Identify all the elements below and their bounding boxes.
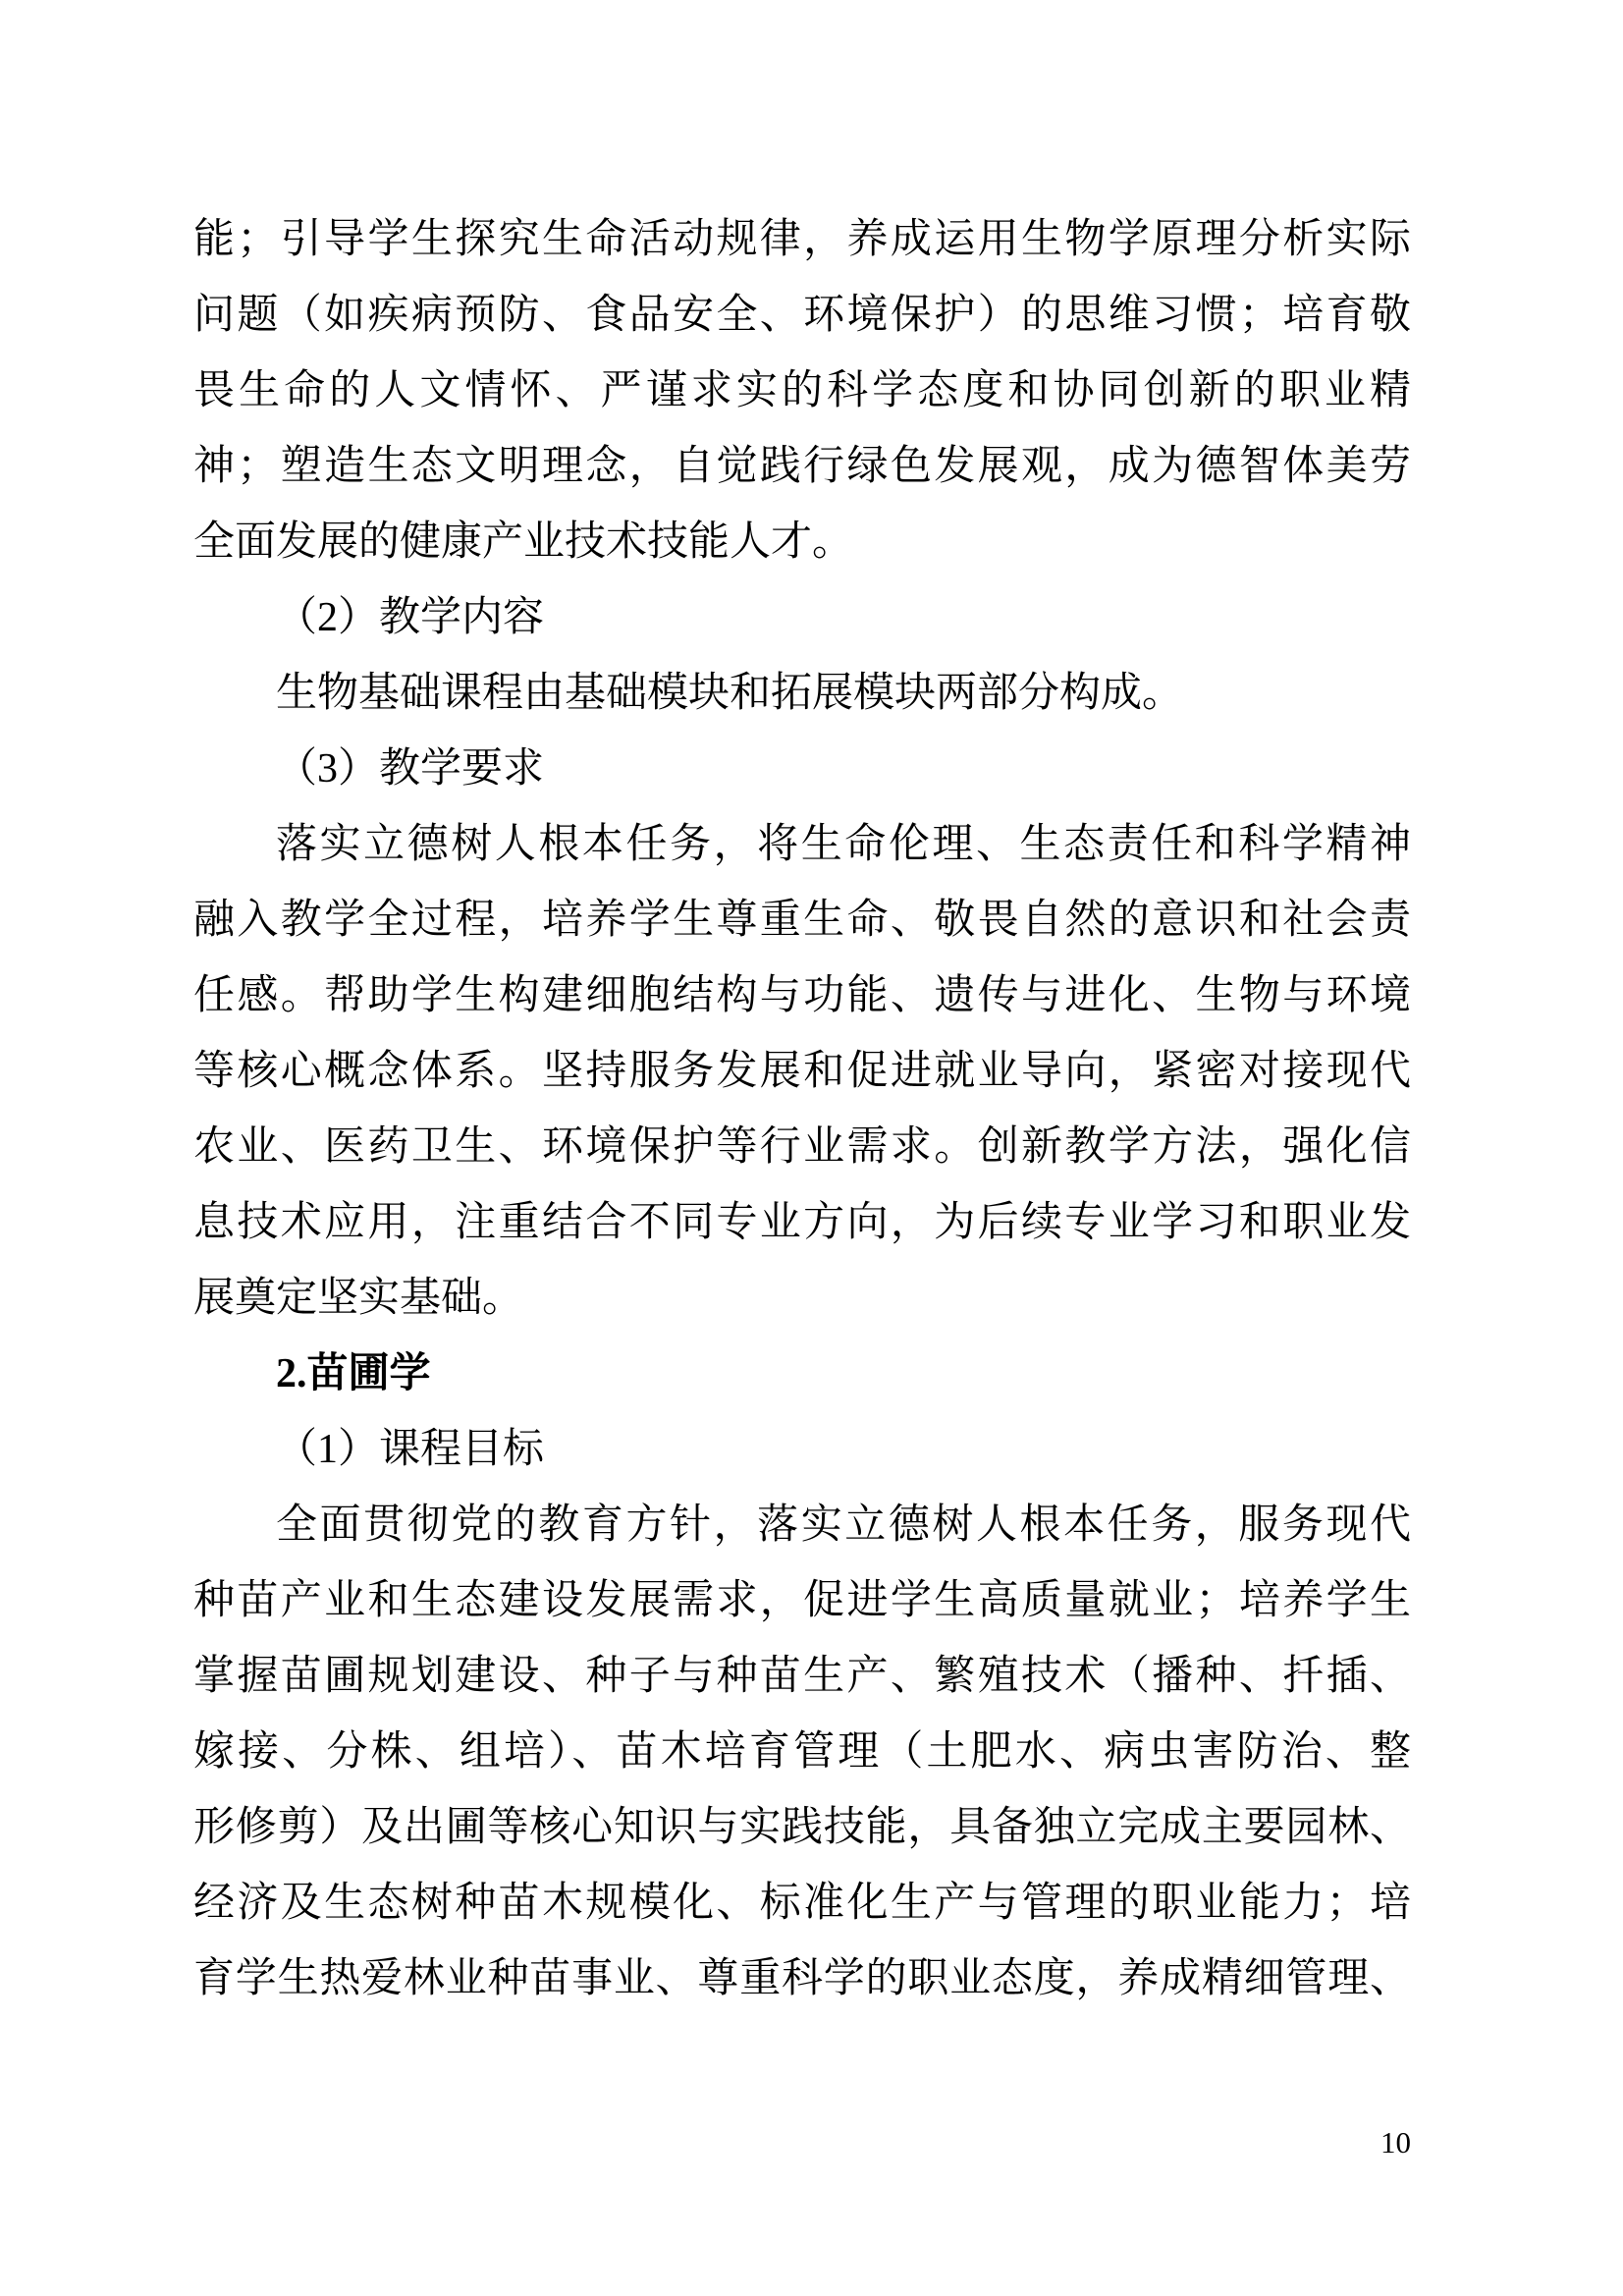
text-line: 生物基础课程由基础模块和拓展模块两部分构成。: [276, 671, 1184, 716]
text-line: 神；塑造生态文明理念，自觉践行绿色发展观，成为德智体美劳: [193, 444, 1411, 489]
text-line: 嫁接、分株、组培）、苗木培育管理（土肥水、病虫害防治、整: [193, 1729, 1411, 1775]
text-line: 能；引导学生探究生命活动规律，养成运用生物学原理分析实际: [193, 217, 1411, 262]
text-line: 落实立德树人根本任务，将生命伦理、生态责任和科学精神: [276, 822, 1411, 867]
text-line: 全面贯彻党的教育方针，落实立德树人根本任务，服务现代: [276, 1503, 1411, 1548]
text-line: 掌握苗圃规划建设、种子与种苗生产、繁殖技术（播种、扦插、: [193, 1654, 1411, 1699]
text-line: 育学生热爱林业种苗事业、尊重科学的职业态度，养成精细管理、: [193, 1956, 1411, 2001]
text-line: 种苗产业和生态建设发展需求，促进学生高质量就业；培养学生: [193, 1578, 1411, 1623]
text-content: [193, 202, 1411, 2017]
text-line: 等核心概念体系。坚持服务发展和促进就业导向，紧密对接现代: [193, 1049, 1411, 1094]
section-label-2-teaching-content: （2）教学内容: [276, 595, 545, 640]
text-line: 经济及生态树种苗木规模化、标准化生产与管理的职业能力；培: [193, 1881, 1411, 1926]
text-line: 问题（如疾病预防、食品安全、环境保护）的思维习惯；培育敬: [193, 293, 1411, 338]
text-line: 全面发展的健康产业技术技能人才。: [193, 519, 854, 565]
text-line: 息技术应用，注重结合不同专业方向，为后续专业学习和职业发: [193, 1200, 1411, 1245]
section-label-3-teaching-requirements: （3）教学要求: [276, 746, 545, 792]
text-line: 畏生命的人文情怀、严谨求实的科学态度和协同创新的职业精: [193, 368, 1411, 413]
section-label-1-course-goals: （1）课程目标: [276, 1427, 545, 1472]
text-line: 农业、医药卫生、环境保护等行业需求。创新教学方法，强化信: [193, 1124, 1411, 1170]
heading-nursery-science: 2.苗圃学: [276, 1351, 431, 1396]
text-line: 任感。帮助学生构建细胞结构与功能、遗传与进化、生物与环境: [193, 973, 1411, 1018]
text-line: 融入教学全过程，培养学生尊重生命、敬畏自然的意识和社会责: [193, 898, 1411, 943]
text-line: 展奠定坚实基础。: [193, 1276, 524, 1321]
page-number: 10: [1380, 2125, 1411, 2159]
text-line: 形修剪）及出圃等核心知识与实践技能，具备独立完成主要园林、: [193, 1805, 1411, 1850]
